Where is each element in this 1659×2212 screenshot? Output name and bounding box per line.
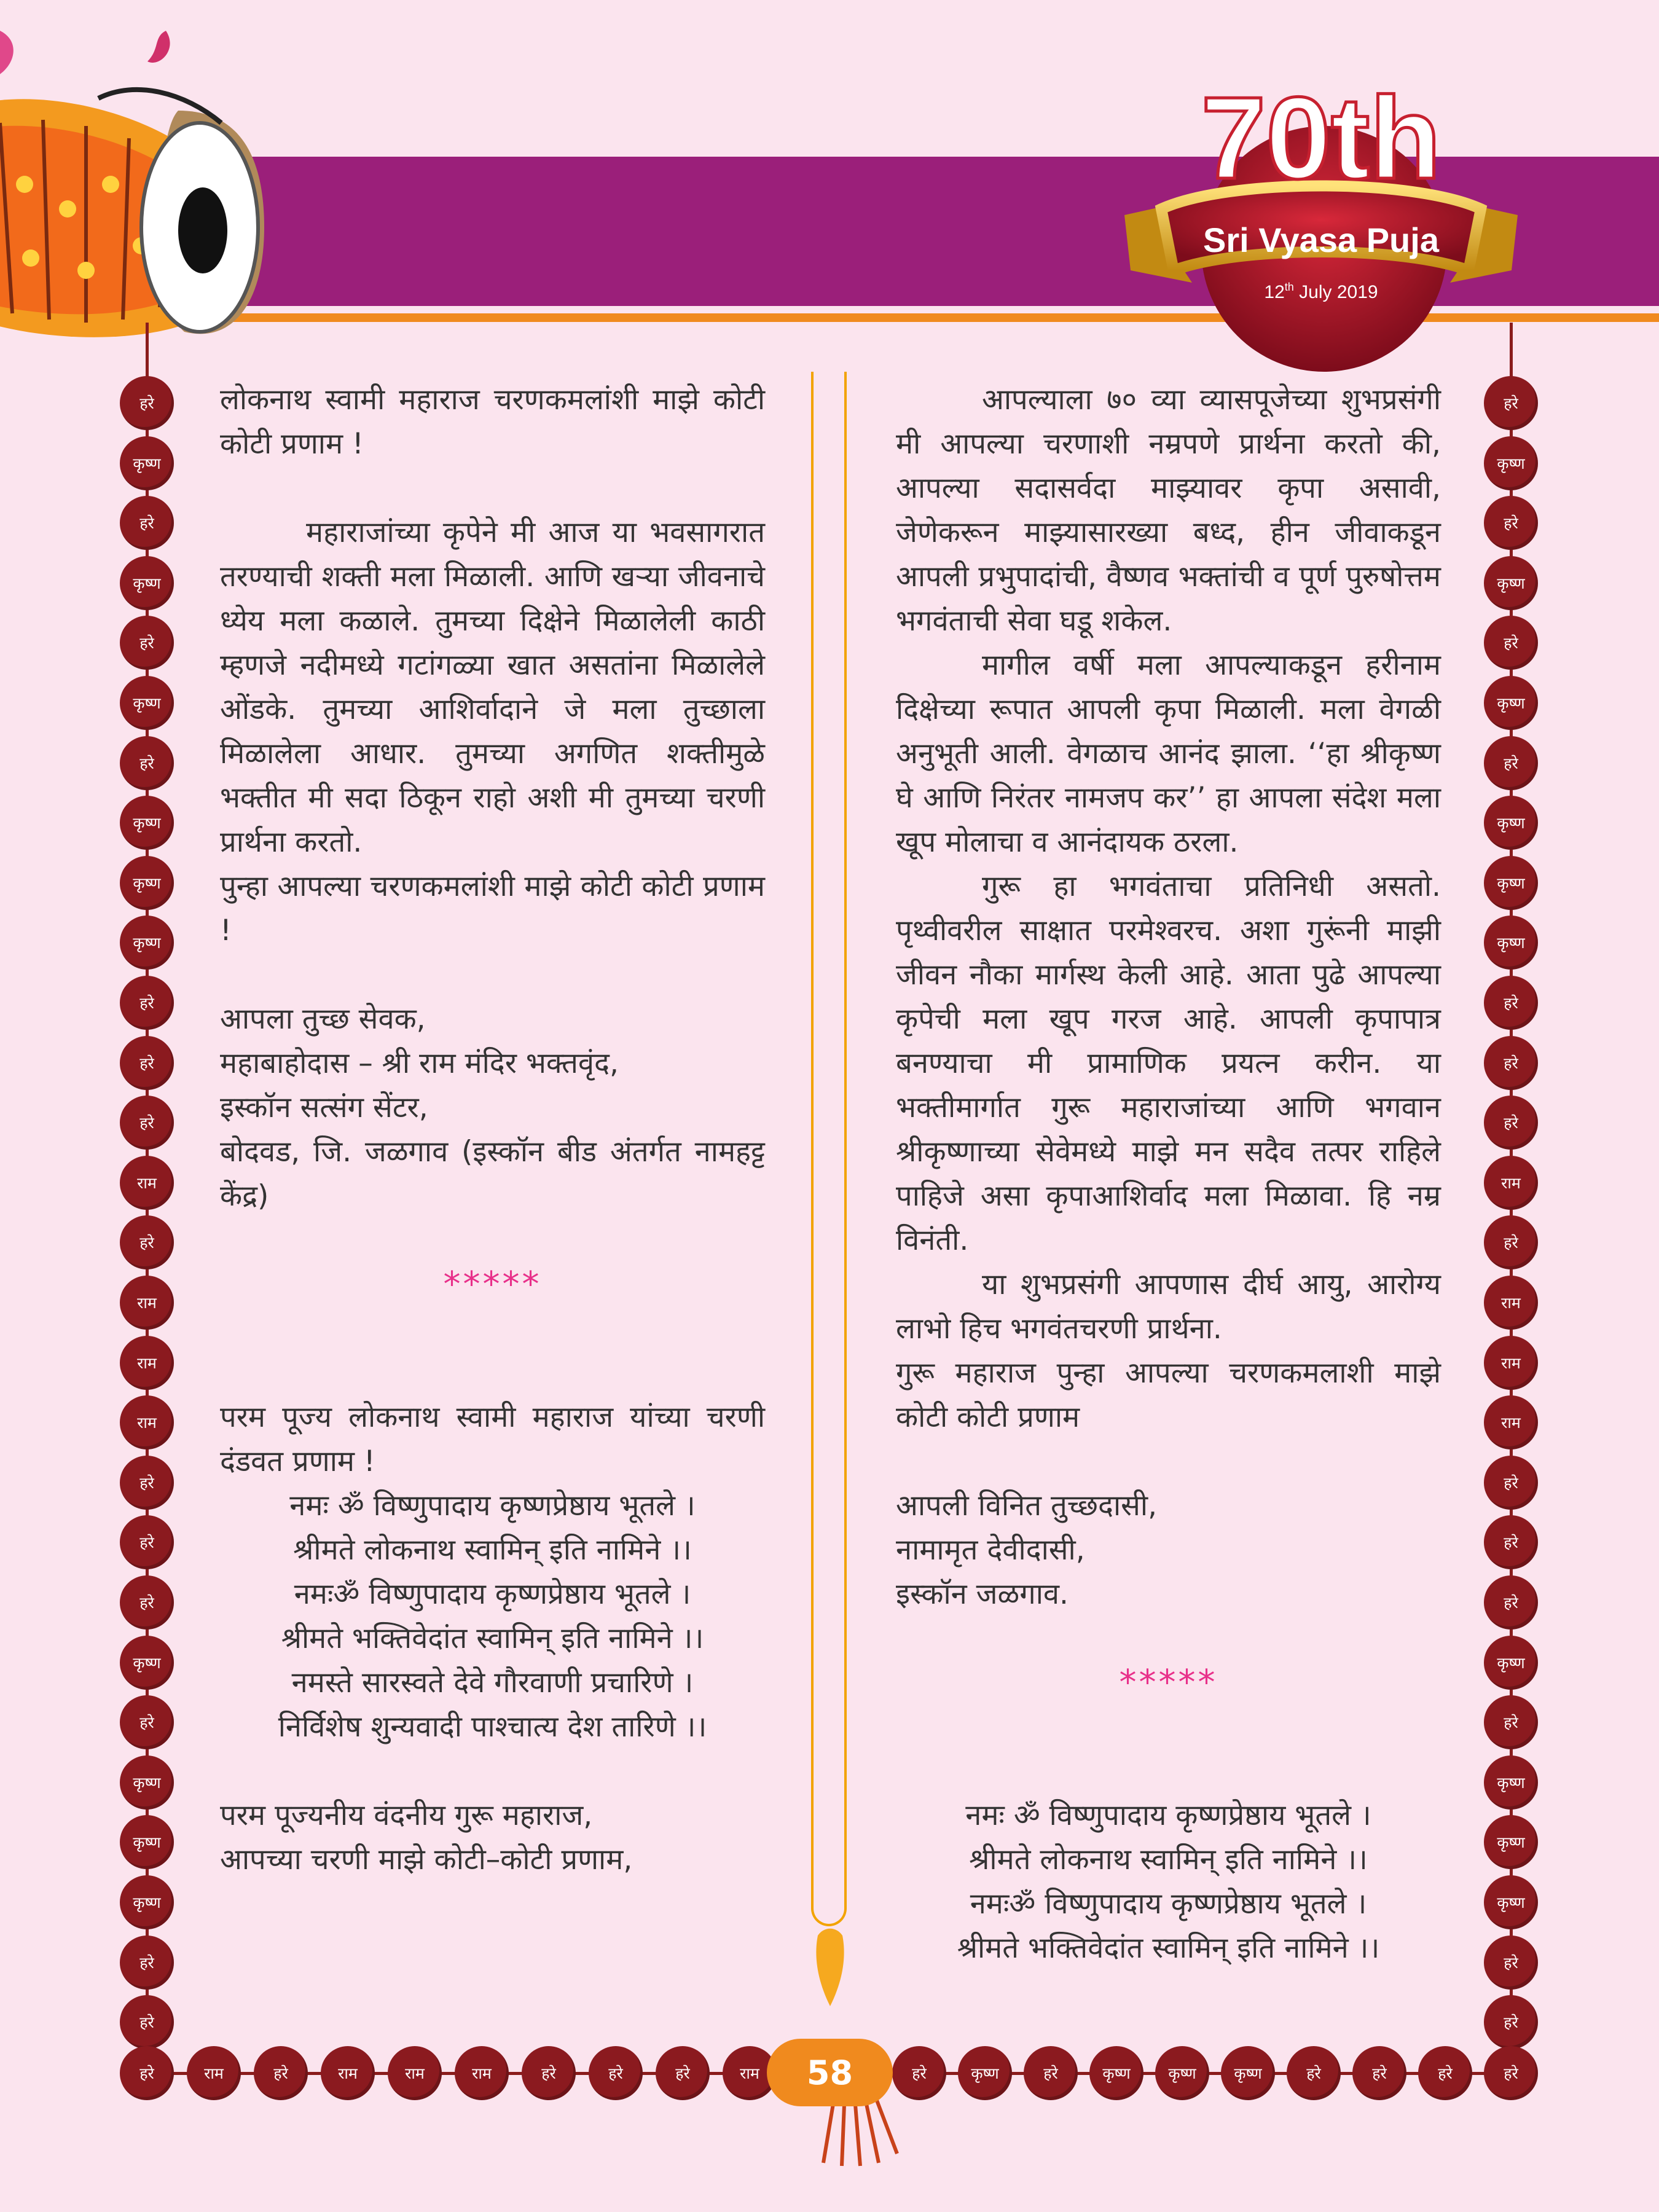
signature-line: इस्कॉन सत्संग सेंटर,: [220, 1091, 428, 1124]
mantra-bead: कृष्ण: [120, 1815, 174, 1869]
paragraph: लोकनाथ स्वामी महाराज चरणकमलांशी माझे कोटी कोटी प्रणाम !: [220, 383, 765, 461]
mantra-bead: राम: [455, 2046, 509, 2100]
verse-line: श्रीमते भक्तिवेदांत स्वामिन् इति नामिने ।।: [281, 1622, 704, 1655]
mantra-bead: राम: [1484, 1336, 1538, 1390]
paragraph: मागील वर्षी मला आपल्याकडून हरीनाम दिक्षेच्या रूपात आपली कृपा मिळाली. मला वेगळी अनुभूती आली. वेगळाच आनंद झाला. ‘‘हा श्रीकृष्ण घे आणि निरंतर नामजप कर’’ हा आपला संदेश मला खूप मोलाचा व आनंदायक ठरला.: [896, 648, 1441, 859]
mantra-bead: हरे: [1484, 616, 1538, 670]
page-number: 58: [767, 2039, 893, 2106]
mantra-bead: हरे: [1484, 1036, 1538, 1090]
mantra-bead: हरे: [1287, 2046, 1341, 2100]
paragraph: परम पूज्यनीय वंदनीय गुरू महाराज,: [220, 1798, 593, 1832]
badge-title: Sri Vyasa Puja: [1203, 221, 1439, 259]
mantra-bead: हरे: [1484, 2046, 1538, 2100]
mantra-bead: हरे: [120, 1695, 174, 1749]
mantra-bead: हरे: [1352, 2046, 1406, 2100]
mantra-bead: कृष्ण: [1221, 2046, 1275, 2100]
mantra-bead: हरे: [1484, 496, 1538, 550]
mantra-bead: कृष्ण: [1484, 556, 1538, 610]
mantra-bead: हरे: [1484, 1995, 1538, 2049]
mantra-bead: हरे: [120, 1936, 174, 1990]
mantra-bead: राम: [723, 2046, 777, 2100]
mantra-bead: हरे: [1484, 1936, 1538, 1990]
signature-line: महाबाहोदास – श्री राम मंदिर भक्तवृंद,: [220, 1046, 619, 1080]
mantra-bead: कृष्ण: [1484, 1815, 1538, 1869]
verse-line: श्रीमते भक्तिवेदांत स्वामिन् इति नामिने ।।: [957, 1931, 1380, 1965]
mantra-bead: हरे: [589, 2046, 643, 2100]
paragraph: महाराजांच्या कृपेने मी आज या भवसागरात तरण्याची शक्ती मला मिळाली. आणि खऱ्या जीवनाचे ध्येय मला कळाले. तुमच्या दिक्षेने मिळालेली काठी म्हणजे नदीमध्ये गटांगळ्या खात असतांना मिळालेले ओंडके. तुमच्या आशिर्वादाने जे मला तुच्छाला मिळालेला आधार. तुमच्या अगणित शक्तीमुळे भक्तीत मी सदा ठिकून राहो अशी मी तुमच्या चरणी प्रार्थना करतो.: [220, 516, 765, 859]
mantra-bead: कृष्ण: [1484, 856, 1538, 910]
mantra-bead: हरे: [1484, 1215, 1538, 1269]
mantra-bead: हरे: [120, 1215, 174, 1269]
verse-line: निर्विशेष शुन्यवादी पाश्चात्य देश तारिणे ।।: [278, 1710, 707, 1744]
mantra-bead: राम: [120, 1156, 174, 1210]
mantra-bead: राम: [1484, 1395, 1538, 1449]
mantra-bead: हरे: [1484, 1575, 1538, 1630]
mantra-bead: कृष्ण: [1155, 2046, 1209, 2100]
mantra-bead: कृष्ण: [120, 1636, 174, 1690]
mantra-bead: राम: [120, 1276, 174, 1330]
verse-line: नमस्ते सारस्वते देवे गौरवाणी प्रचारिणे ।: [291, 1666, 694, 1700]
mantra-bead: हरे: [120, 616, 174, 670]
verse-line: नमःॐ विष्णुपादाय कृष्णप्रेष्ठाय भूतले ।: [294, 1577, 691, 1611]
tilak-drop: [815, 1926, 845, 2006]
mantra-bead: कृष्ण: [120, 556, 174, 610]
mantra-bead: राम: [1484, 1276, 1538, 1330]
mantra-bead: राम: [1484, 1156, 1538, 1210]
mantra-bead: कृष्ण: [1484, 1755, 1538, 1810]
mantra-bead: हरे: [1484, 736, 1538, 790]
mantra-bead: हरे: [1484, 976, 1538, 1030]
mantra-bead: कृष्ण: [120, 1755, 174, 1810]
mantra-bead: कृष्ण: [1089, 2046, 1143, 2100]
mantra-bead: हरे: [254, 2046, 308, 2100]
mantra-bead: राम: [388, 2046, 442, 2100]
mantra-bead: हरे: [120, 976, 174, 1030]
mantra-bead: हरे: [1484, 1456, 1538, 1510]
mantra-bead: हरे: [1484, 1096, 1538, 1150]
mantra-bead: हरे: [120, 496, 174, 550]
mantra-bead: हरे: [1024, 2046, 1078, 2100]
signature-line: नामामृत देवीदासी,: [896, 1533, 1085, 1567]
mantra-bead: कृष्ण: [1484, 1875, 1538, 1929]
mantra-bead: हरे: [120, 1515, 174, 1569]
section-separator: *****: [443, 1265, 542, 1304]
mantra-bead: कृष्ण: [120, 796, 174, 850]
mantra-bead: कृष्ण: [1484, 1636, 1538, 1690]
mantra-bead: राम: [321, 2046, 375, 2100]
mantra-bead: हरे: [1484, 1695, 1538, 1749]
left-text-column: [220, 378, 765, 1882]
mantra-bead: हरे: [120, 1036, 174, 1090]
mantra-bead: राम: [187, 2046, 241, 2100]
mantra-bead: हरे: [892, 2046, 946, 2100]
mantra-bead: राम: [120, 1336, 174, 1390]
badge-number: 70th: [1201, 86, 1441, 203]
paragraph: परम पूज्य लोकनाथ स्वामी महाराज यांच्या चरणी दंडवत प्रणाम !: [220, 1400, 765, 1478]
mantra-bead: कृष्ण: [120, 856, 174, 910]
verse-line: श्रीमते लोकनाथ स्वामिन् इति नामिने ।।: [293, 1533, 692, 1567]
mantra-bead: हरे: [120, 376, 174, 430]
signature-line: आपली विनित तुच्छदासी,: [896, 1489, 1158, 1523]
verse-line: नमः ॐ विष्णुपादाय कृष्णप्रेष्ठाय भूतले ।: [289, 1489, 696, 1523]
paragraph: आपच्या चरणी माझे कोटी–कोटी प्रणाम,: [220, 1843, 633, 1877]
mantra-bead: हरे: [120, 1096, 174, 1150]
mantra-bead: हरे: [522, 2046, 576, 2100]
signature-line: बोदवड, जि. जळगाव (इस्कॉन बीड अंतर्गत नामहट्ट केंद्र): [220, 1135, 765, 1213]
section-separator: *****: [1119, 1663, 1218, 1703]
center-divider-tilak: [811, 372, 847, 1926]
mantra-bead: कृष्ण: [1484, 796, 1538, 850]
mantra-bead: हरे: [1418, 2046, 1472, 2100]
paragraph: गुरू हा भगवंताचा प्रतिनिधी असतो. पृथ्वीवरील साक्षात परमेश्वरच. अशा गुरूंनी माझी जीवन नौका मार्गस्थ केली आहे. आता पुढे आपल्या कृपेची मला खूप गरज आहे. आपली कृपापात्र बनण्याचा मी प्रामाणिक प्रयत्न करीन. या भक्तीमार्गात गुरू महाराजांच्या आणि भगवान श्रीकृष्णाच्या सेवेमध्ये माझे मन सदैव तत्पर राहिले पाहिजे असा कृपाआशिर्वाद मला मिळावा. हि नम्र विनंती.: [896, 869, 1441, 1257]
verse-line: नमः ॐ विष्णुपादाय कृष्णप्रेष्ठाय भूतले ।: [965, 1798, 1371, 1832]
mantra-bead: हरे: [656, 2046, 710, 2100]
mantra-bead: कृष्ण: [1484, 676, 1538, 730]
paragraph: पुन्हा आपल्या चरणकमलांशी माझे कोटी कोटी प्रणाम !: [220, 869, 765, 947]
mantra-bead: कृष्ण: [1484, 436, 1538, 490]
mantra-bead: राम: [120, 1395, 174, 1449]
mantra-bead: हरे: [1484, 1515, 1538, 1569]
verse-line: नमःॐ विष्णुपादाय कृष्णप्रेष्ठाय भूतले ।: [970, 1887, 1367, 1921]
signature-line: इस्कॉन जळगाव.: [896, 1577, 1069, 1611]
mantra-bead: कृष्ण: [1484, 916, 1538, 970]
mantra-bead: कृष्ण: [958, 2046, 1012, 2100]
badge-date: 12th July 2019: [1264, 281, 1378, 302]
right-text-column: [896, 378, 1441, 1971]
paragraph: गुरू महाराज पुन्हा आपल्या चरणकमलाशी माझे कोटी कोटी प्रणाम: [896, 1356, 1441, 1434]
paragraph: या शुभप्रसंगी आपणास दीर्घ आयु, आरोग्य लाभो हिच भगवंतचरणी प्रार्थना.: [896, 1268, 1441, 1346]
mantra-bead: हरे: [120, 1575, 174, 1630]
mantra-bead: कृष्ण: [120, 676, 174, 730]
paragraph: आपल्याला ७० व्या व्यासपूजेच्या शुभप्रसंगी मी आपल्या चरणाशी नम्रपणे प्रार्थना करतो की, आपल्या सदासर्वदा माझ्यावर कृपा असावी, जेणेकरून माझ्यासारख्या बध्द, हीन जीवाकडून आपली प्रभुपादांची, वैष्णव भक्तांची व पूर्ण पुरुषोत्तम भगवंताची सेवा घडू शकेल.: [896, 383, 1441, 638]
mantra-bead: कृष्ण: [120, 436, 174, 490]
signature-line: आपला तुच्छ सेवक,: [220, 1002, 426, 1036]
mantra-bead: कृष्ण: [120, 1875, 174, 1929]
mantra-bead: हरे: [120, 1456, 174, 1510]
mantra-bead: हरे: [1484, 376, 1538, 430]
mridanga-drum-illustration: [0, 25, 264, 344]
mantra-bead: हरे: [120, 2046, 174, 2100]
vyasa-puja-badge: [1106, 86, 1536, 375]
mantra-bead: हरे: [120, 1995, 174, 2049]
verse-line: श्रीमते लोकनाथ स्वामिन् इति नामिने ।।: [969, 1843, 1368, 1877]
mantra-bead: हरे: [120, 736, 174, 790]
mantra-bead: कृष्ण: [120, 916, 174, 970]
